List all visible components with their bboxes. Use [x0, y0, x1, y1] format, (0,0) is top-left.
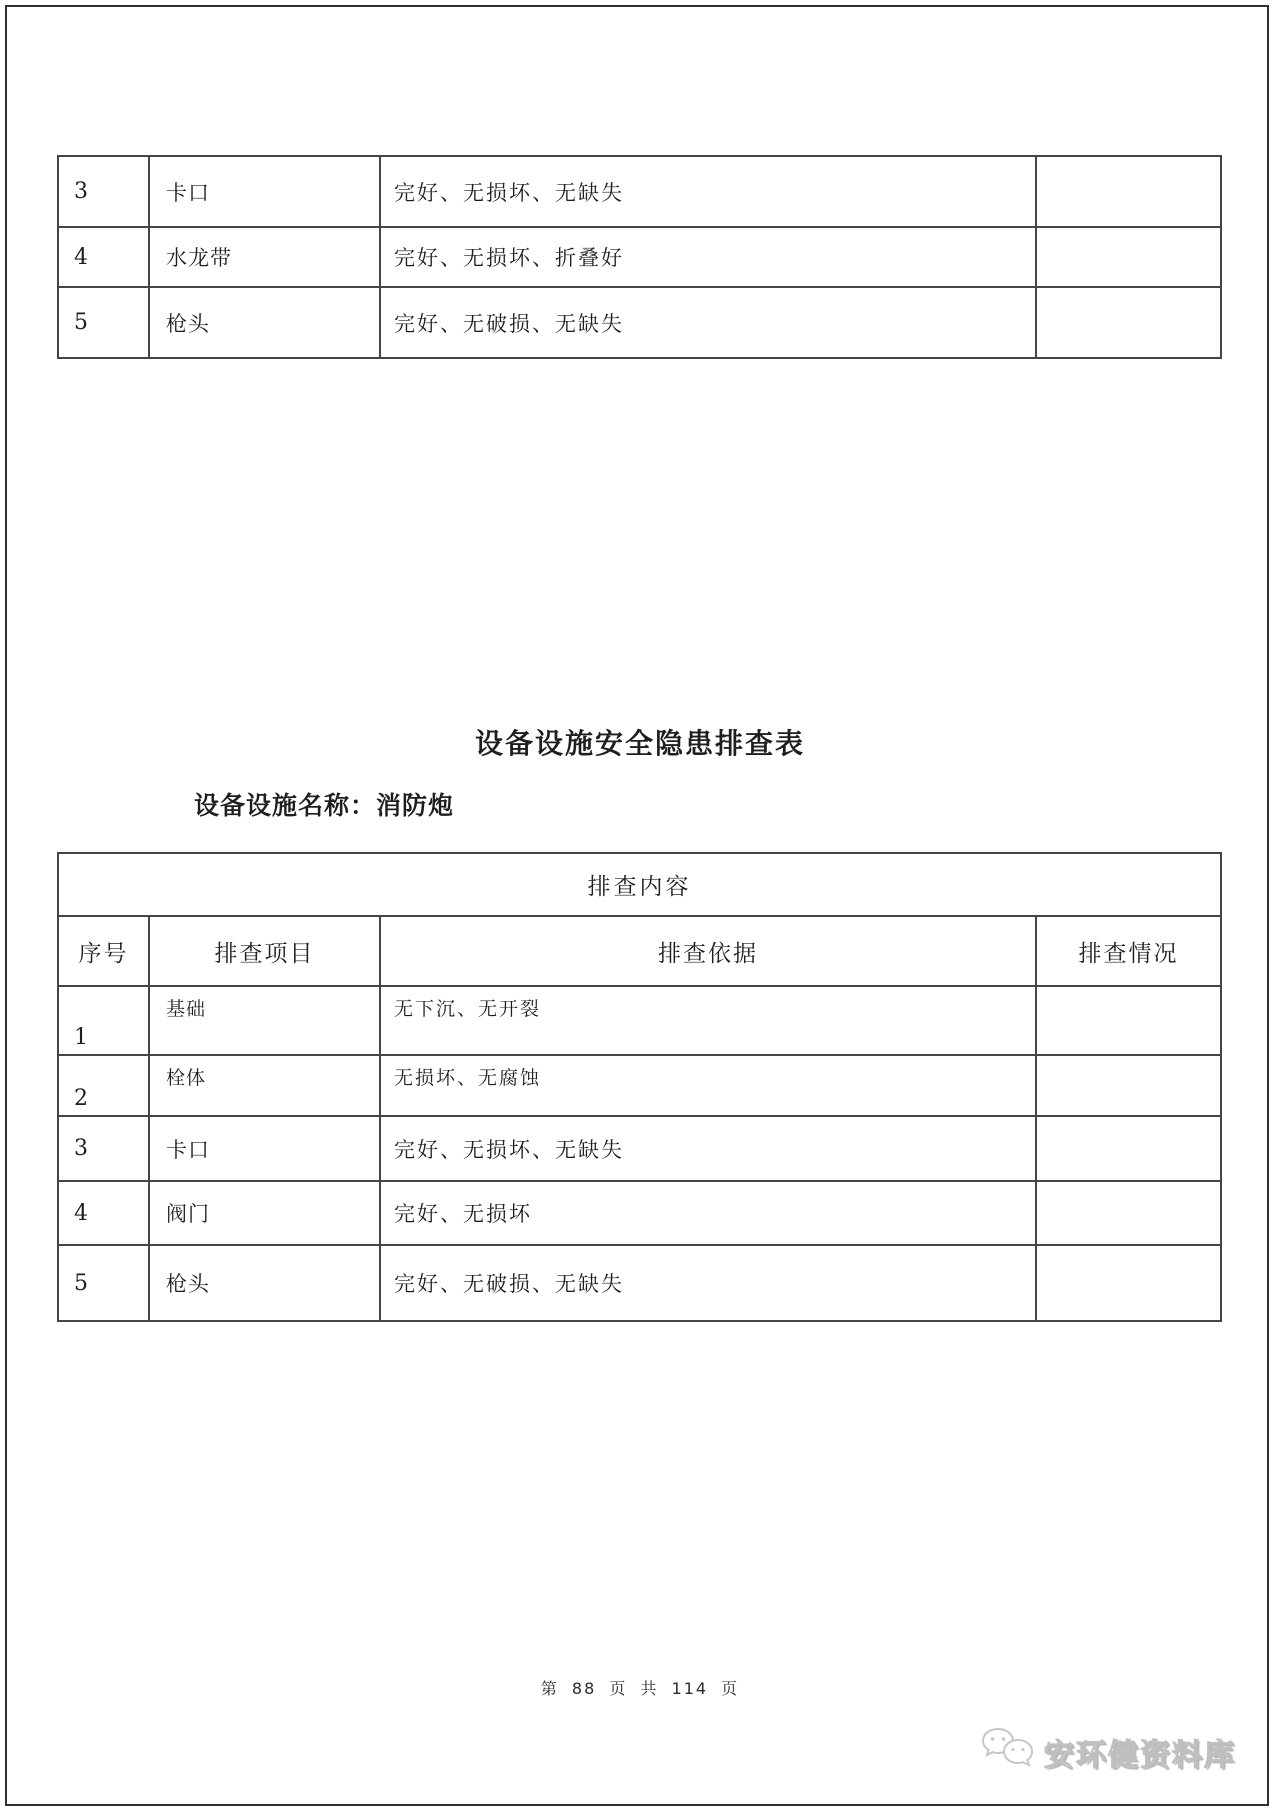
basis-cell: 完好、无破损、无缺失 — [380, 287, 1036, 358]
basis-cell: 完好、无损坏 — [380, 1181, 1036, 1245]
basis-cell: 完好、无损坏、折叠好 — [380, 227, 1036, 287]
basis-cell: 无下沉、无开裂 — [380, 986, 1036, 1055]
status-cell — [1036, 227, 1221, 287]
merged-header-row — [58, 853, 1221, 916]
basis-cell: 完好、无损坏、无缺失 — [380, 1116, 1036, 1181]
row-number-cell: 3 — [58, 1116, 149, 1181]
table-row — [58, 986, 1221, 1055]
item-cell: 卡口 — [149, 1116, 380, 1181]
item-cell: 卡口 — [149, 156, 380, 227]
status-cell — [1036, 287, 1221, 358]
col-header-status: 排查情况 — [1036, 916, 1221, 986]
equipment-name-line — [194, 786, 454, 822]
merged-header-cell: 排查内容 — [58, 853, 1221, 916]
basis-cell: 完好、无损坏、无缺失 — [380, 156, 1036, 227]
status-cell — [1036, 986, 1221, 1055]
column-header-row — [58, 916, 1221, 986]
top-table — [57, 155, 1222, 359]
item-cell: 栓体 — [149, 1055, 380, 1116]
status-cell — [1036, 156, 1221, 227]
row-number-cell: 4 — [58, 1181, 149, 1245]
table-row — [58, 1055, 1221, 1116]
item-cell: 枪头 — [149, 1245, 380, 1321]
equipment-name-label: 设备设施名称： — [194, 791, 377, 820]
item-cell: 阀门 — [149, 1181, 380, 1245]
row-number-cell: 1 — [58, 986, 149, 1055]
table-row — [58, 287, 1221, 358]
item-cell: 水龙带 — [149, 227, 380, 287]
status-cell — [1036, 1055, 1221, 1116]
col-header-basis: 排查依据 — [380, 916, 1036, 986]
status-cell — [1036, 1181, 1221, 1245]
item-cell: 枪头 — [149, 287, 380, 358]
row-number-cell: 4 — [58, 227, 149, 287]
table-row — [58, 1245, 1221, 1321]
col-header-seq: 序号 — [58, 916, 149, 986]
inspection-table — [57, 852, 1222, 1322]
table-row — [58, 1181, 1221, 1245]
basis-cell: 无损坏、无腐蚀 — [380, 1055, 1036, 1116]
basis-cell: 完好、无破损、无缺失 — [380, 1245, 1036, 1321]
watermark — [978, 1726, 1236, 1778]
row-number-cell: 3 — [58, 156, 149, 227]
table-row — [58, 1116, 1221, 1181]
wechat-chat-bubbles-icon — [978, 1726, 1036, 1778]
table-row — [58, 227, 1221, 287]
watermark-label: 安环健资料库 — [1044, 1738, 1236, 1773]
status-cell — [1036, 1116, 1221, 1181]
page-number-footer: 第 88 页 共 114 页 — [540, 1679, 740, 1698]
item-cell: 基础 — [149, 986, 380, 1055]
row-number-cell: 2 — [58, 1055, 149, 1116]
page-title: 设备设施安全隐患排查表 — [474, 727, 805, 760]
status-cell — [1036, 1245, 1221, 1321]
row-number-cell: 5 — [58, 287, 149, 358]
col-header-item: 排查项目 — [149, 916, 380, 986]
row-number-cell: 5 — [58, 1245, 149, 1321]
table-row — [58, 156, 1221, 227]
equipment-name-value: 消防炮 — [376, 791, 455, 820]
